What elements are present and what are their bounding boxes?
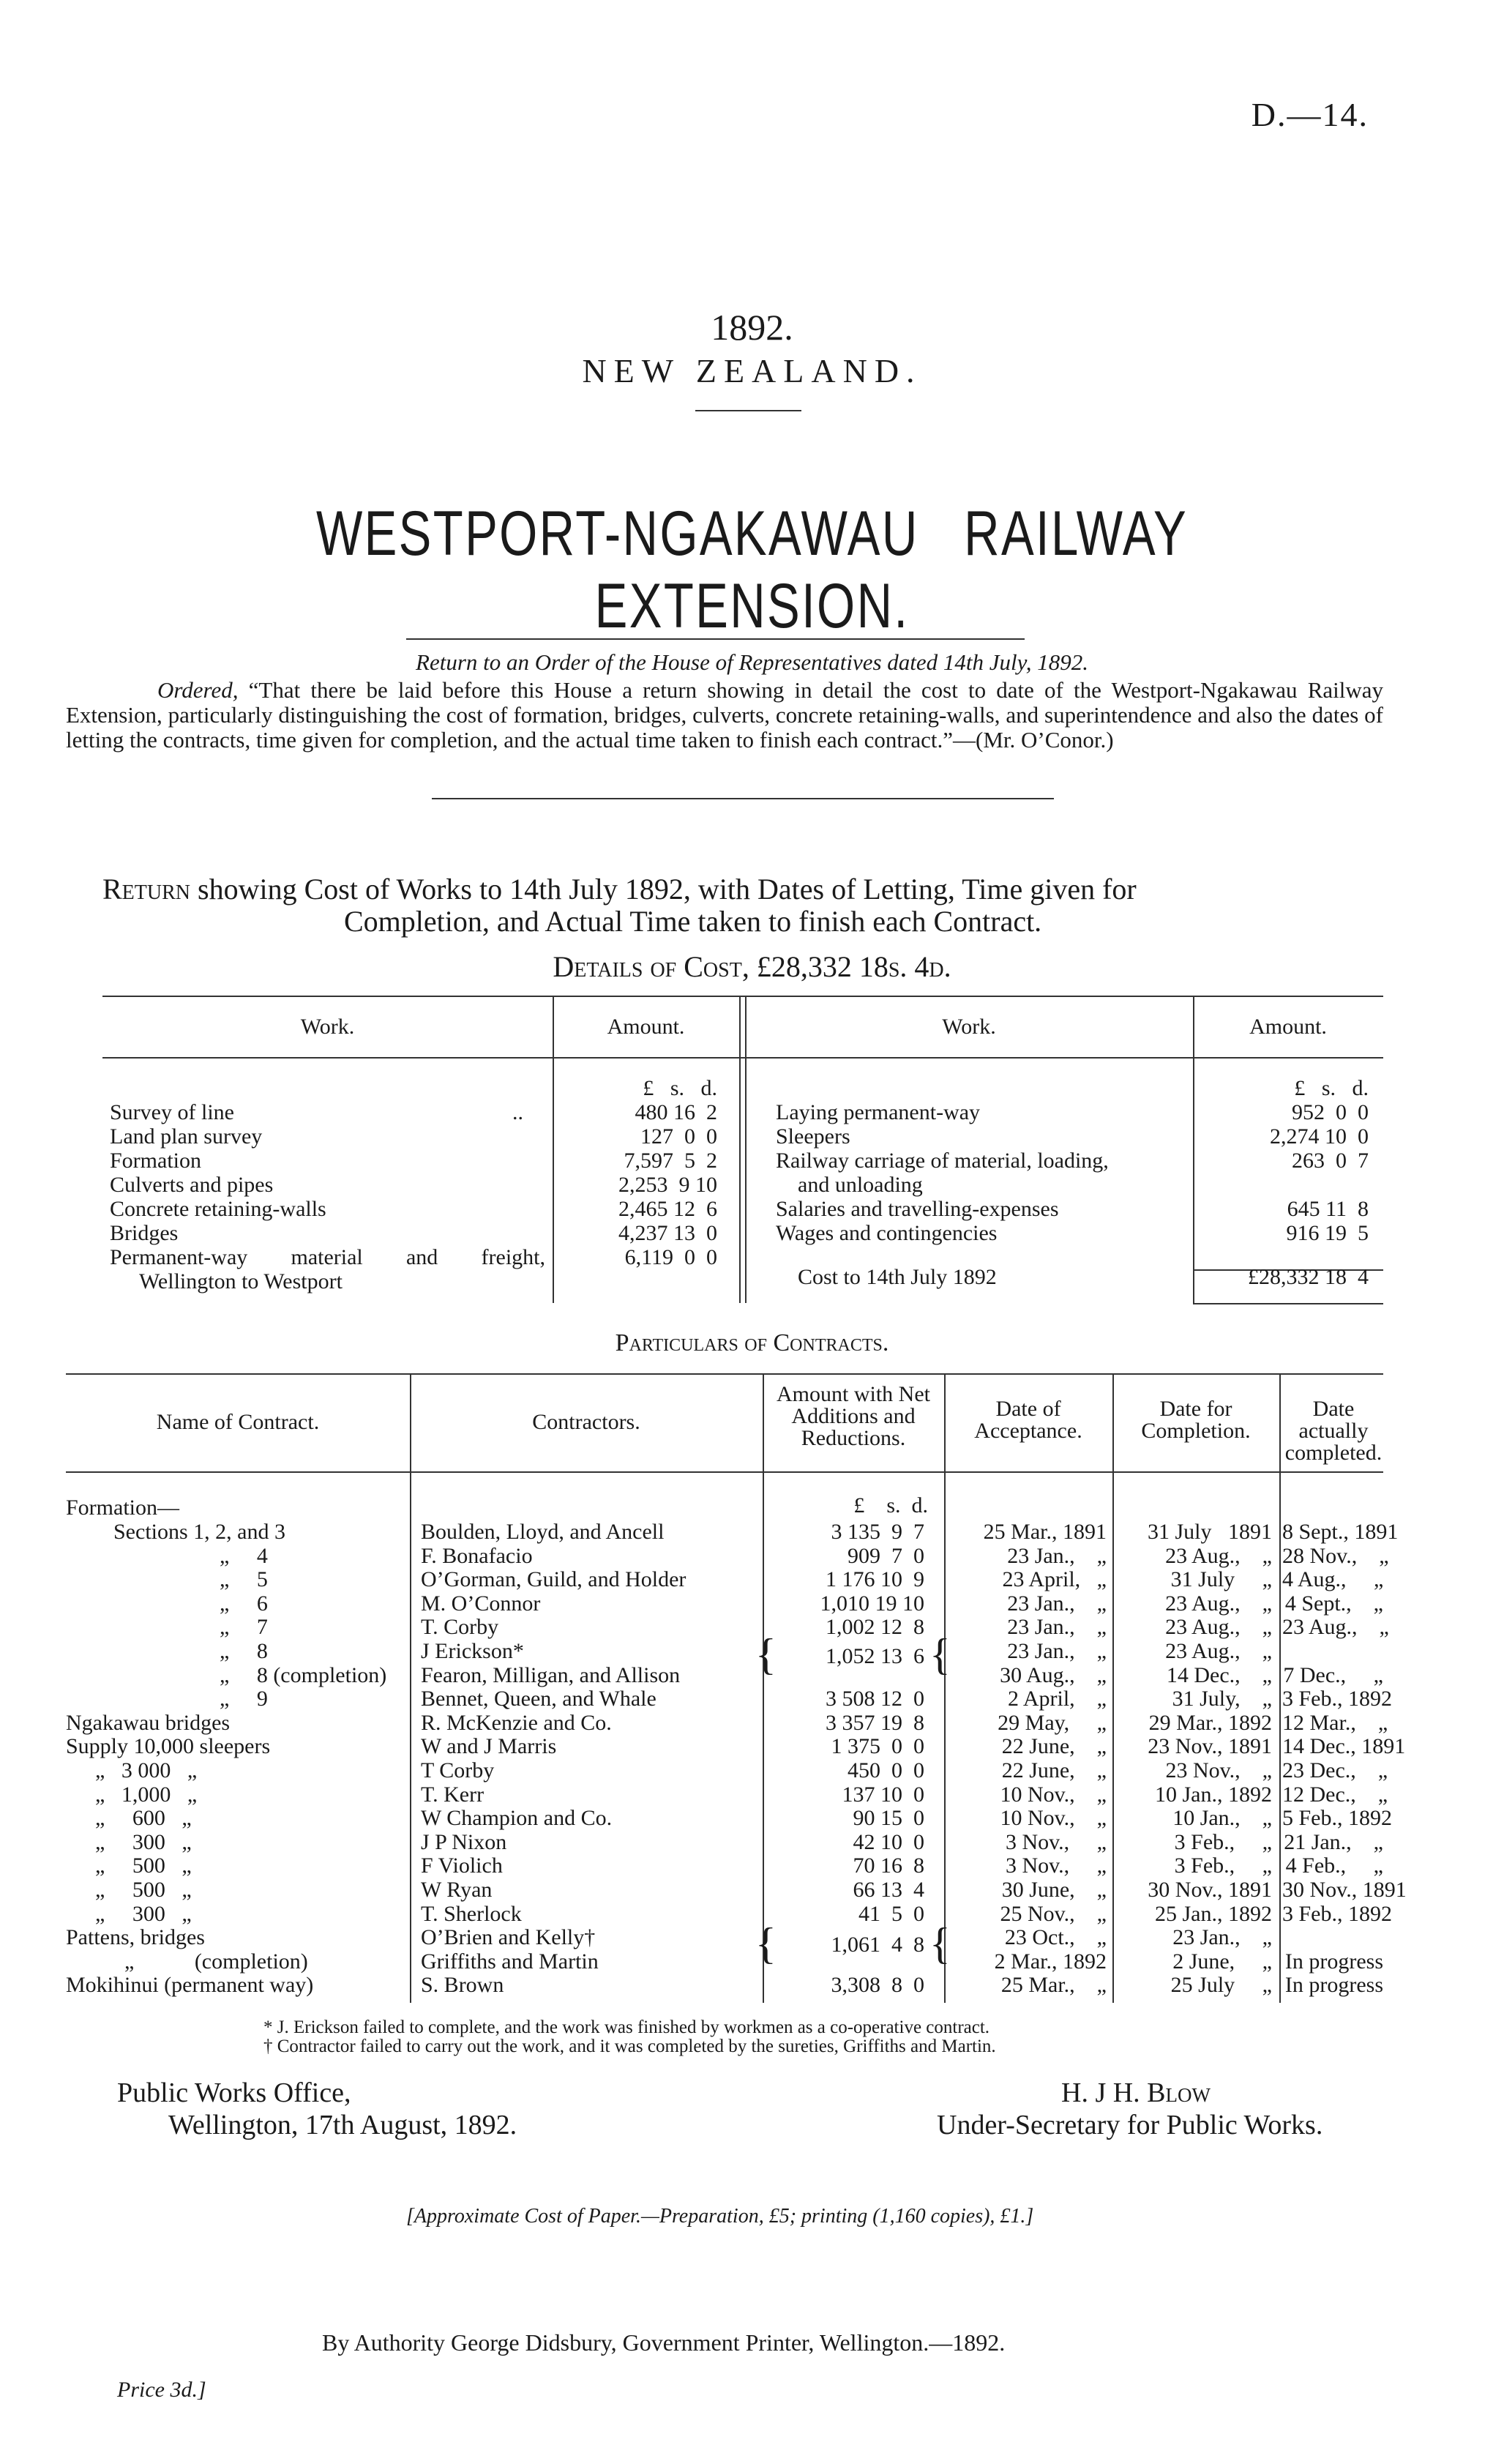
- work-item: Sleepers: [776, 1124, 850, 1149]
- contract-name: Supply 10,000 sleepers: [66, 1734, 271, 1758]
- date-completed: 14 Dec., 1891: [1282, 1734, 1406, 1758]
- footnote: * J. Erickson failed to complete, and the work was finished by workmen as a co-operative contract.: [263, 2017, 990, 2037]
- amount: 2,465 12 6: [618, 1197, 717, 1221]
- date-completion: 10 Jan., 1892: [1155, 1782, 1272, 1807]
- date-acceptance: 23 Jan., „: [1007, 1544, 1107, 1568]
- amount: 127 0 0: [640, 1124, 717, 1149]
- work-item: Laying permanent-way: [776, 1100, 981, 1124]
- contractor: Boulden, Lloyd, and Ancell: [421, 1520, 665, 1544]
- amount: 7,597 5 2: [624, 1149, 717, 1173]
- date-acceptance: 30 June, „: [1001, 1878, 1107, 1902]
- date-completion: 23 Aug., „: [1165, 1615, 1272, 1639]
- date-completed: 3 Feb., 1892: [1282, 1902, 1392, 1926]
- table-rule: [102, 996, 1383, 997]
- date-completion: 25 Jan., 1892: [1155, 1902, 1272, 1926]
- work-item: Bridges: [110, 1221, 179, 1245]
- ordered-label: Ordered,: [157, 677, 239, 703]
- contract-amount: 42 10 0: [853, 1830, 924, 1854]
- divider: [406, 638, 1025, 640]
- contract-amount: 450 0 0: [848, 1758, 924, 1782]
- title-word: RAILWAY: [964, 499, 1189, 569]
- return-heading-text: showing Cost of Works to 14th July 1892, with Dates of Letting, Time given for: [190, 873, 1137, 906]
- contractor: M. O’Connor: [421, 1591, 541, 1616]
- contract-amount: 90 15 0: [853, 1806, 924, 1830]
- currency-header: £ s. d.: [643, 1076, 717, 1100]
- work-item: Culverts and pipes: [110, 1173, 274, 1197]
- table-rule: [1193, 996, 1194, 1303]
- currency-header: £ s. d.: [853, 1493, 928, 1517]
- column-header: Work.: [300, 1015, 355, 1039]
- imprint: By Authority George Didsbury, Government Printer, Wellington.—1892.: [322, 2329, 1006, 2356]
- date-completion: 23 Nov., „: [1165, 1758, 1272, 1782]
- contract-amount: 3 135 9 7: [831, 1520, 924, 1544]
- date-completed: 23 Aug., „: [1282, 1615, 1389, 1639]
- work-item: Salaries and travelling-expenses: [776, 1197, 1059, 1221]
- table-rule: [745, 996, 747, 1303]
- return-heading-line2: Completion, and Actual Time taken to finish each Contract.: [344, 905, 1042, 938]
- date-acceptance: 30 Aug., „: [1000, 1663, 1107, 1687]
- date-completed: 23 Dec., „: [1282, 1758, 1388, 1782]
- contractor: T. Kerr: [421, 1782, 485, 1807]
- date-completed: 7 Dec., „: [1283, 1663, 1383, 1687]
- amount: 645 11 8: [1287, 1197, 1369, 1221]
- contract-name: „ 6: [220, 1591, 268, 1616]
- work-item: Survey of line: [110, 1100, 234, 1124]
- contractor: O’Brien and Kelly†: [421, 1925, 596, 1949]
- date-completion: 30 Nov., 1891: [1148, 1878, 1272, 1902]
- contractor: W Champion and Co.: [421, 1806, 613, 1830]
- date-completion: 25 July „: [1170, 1973, 1272, 1997]
- contracts-heading: Particulars of Contracts.: [615, 1329, 889, 1356]
- date-acceptance: 10 Nov., „: [1000, 1806, 1107, 1830]
- table-rule: [1279, 1373, 1281, 2003]
- date-completed: 4 Sept., „: [1284, 1591, 1383, 1616]
- contractor: Fearon, Milligan, and Allison: [421, 1663, 681, 1687]
- document-title: [165, 498, 1339, 643]
- contract-amount: 41 5 0: [858, 1902, 924, 1926]
- amount: 4,237 13 0: [618, 1221, 717, 1245]
- date-completed: In progress: [1284, 1973, 1383, 1997]
- place-date: Wellington, 17th August, 1892.: [168, 2110, 517, 2140]
- date-completion: 23 Jan., „: [1172, 1925, 1272, 1949]
- work-item: Formation: [110, 1149, 201, 1173]
- date-completed: 21 Jan., „: [1284, 1830, 1383, 1854]
- work-item: Railway carriage of material, loading,: [776, 1149, 1109, 1173]
- column-header: Amount.: [607, 1015, 685, 1039]
- date-completion: 31 July, „: [1172, 1687, 1272, 1711]
- date-acceptance: 23 Jan., „: [1007, 1591, 1107, 1616]
- cost-of-paper: [Approximate Cost of Paper.—Preparation, £5; printing (1,160 copies), £1.]: [406, 2205, 1034, 2228]
- total-amount: £28,332 18 4: [1248, 1265, 1369, 1289]
- contract-name: Sections 1, 2, and 3: [113, 1520, 285, 1544]
- amount: 480 16 2: [635, 1100, 717, 1124]
- work-item: Land plan survey: [110, 1124, 263, 1149]
- date-completion: 23 Nov., 1891: [1148, 1734, 1272, 1758]
- contract-name: Ngakawau bridges: [66, 1711, 231, 1735]
- amount: 263 0 7: [1292, 1149, 1369, 1173]
- contractor: F. Bonafacio: [421, 1544, 533, 1568]
- column-header: Contractors.: [532, 1410, 640, 1434]
- date-acceptance: 25 Nov., „: [1000, 1902, 1107, 1926]
- contract-amount: 3 357 19 8: [826, 1711, 924, 1735]
- signatory-name: H. J H. Blow: [1061, 2077, 1211, 2108]
- amount: 916 19 5: [1286, 1221, 1369, 1245]
- date-completed: 12 Mar., „: [1282, 1711, 1388, 1735]
- date-completion: 23 Aug., „: [1165, 1591, 1272, 1616]
- date-completion: 3 Feb., „: [1174, 1830, 1272, 1854]
- date-completion: 2 June, „: [1172, 1949, 1272, 1974]
- date-completion: 10 Jan., „: [1172, 1806, 1272, 1830]
- table-rule: [410, 1373, 411, 2003]
- date-acceptance: 25 Mar., 1891: [983, 1520, 1107, 1544]
- contract-amount: 66 13 4: [853, 1878, 924, 1902]
- details-of-cost: Details of Cost, £28,332 18s. 4d.: [553, 950, 951, 983]
- contract-amount: 3,308 8 0: [831, 1973, 924, 1997]
- date-completion: 31 July „: [1170, 1567, 1272, 1591]
- table-rule: [739, 996, 741, 1303]
- total-label: Cost to 14th July 1892: [798, 1265, 997, 1289]
- title-word: EXTENSION.: [594, 571, 910, 641]
- contractor: W and J Marris: [421, 1734, 557, 1758]
- work-item: and unloading: [798, 1173, 923, 1197]
- amount: 952 0 0: [1292, 1100, 1369, 1124]
- table-rule: [66, 1471, 1383, 1473]
- table-rule: [1112, 1373, 1114, 2003]
- contractor: J Erickson*: [421, 1639, 524, 1663]
- contract-name: „ 1,000 „: [95, 1782, 198, 1807]
- contractor: T. Sherlock: [421, 1902, 522, 1926]
- date-completed: 12 Dec., „: [1282, 1782, 1388, 1807]
- contractor: O’Gorman, Guild, and Holder: [421, 1567, 686, 1591]
- brace-icon: {: [929, 1630, 951, 1679]
- contract-name: „ 5: [220, 1567, 268, 1591]
- date-acceptance: 23 Oct., „: [1004, 1925, 1107, 1949]
- contract-name: „ 7: [220, 1615, 268, 1639]
- divider: [695, 410, 801, 411]
- contractor: S. Brown: [421, 1973, 504, 1997]
- contract-name: „ 300 „: [95, 1830, 192, 1854]
- work-item: Concrete retaining-walls: [110, 1197, 326, 1221]
- footnote: † Contractor failed to carry out the work, and it was completed by the sureties, Griffiths and Martin.: [263, 2036, 996, 2056]
- contract-name: „ 300 „: [95, 1902, 192, 1926]
- contract-amount: 1 176 10 9: [826, 1567, 924, 1591]
- date-acceptance: 22 June, „: [1001, 1758, 1107, 1782]
- brace-icon: {: [929, 1919, 951, 1968]
- contract-amount: 1,052 13 6: [826, 1644, 924, 1668]
- year: 1892.: [711, 307, 793, 348]
- page-reference: D.—14.: [1251, 96, 1369, 133]
- brace-icon: {: [755, 1919, 777, 1968]
- amount: 2,274 10 0: [1270, 1124, 1369, 1149]
- contract-name: Pattens, bridges: [66, 1925, 205, 1949]
- contractor: Griffiths and Martin: [421, 1949, 599, 1974]
- table-rule: [102, 1057, 1383, 1059]
- price: Price 3d.]: [117, 2378, 206, 2402]
- return-order-line: Return to an Order of the House of Representatives dated 14th July, 1892.: [416, 649, 1088, 675]
- title-word: WESTPORT-NGAKAWAU: [315, 499, 919, 569]
- date-acceptance: 2 April, „: [1008, 1687, 1107, 1711]
- date-completed: 5 Feb., 1892: [1282, 1806, 1392, 1830]
- column-header: Amount with Net Additions and Reductions.: [777, 1382, 930, 1450]
- country: NEW ZEALAND.: [582, 352, 922, 389]
- contract-amount: 909 7 0: [848, 1544, 924, 1568]
- table-rule: [1193, 1303, 1383, 1304]
- return-lead: Return: [102, 873, 191, 906]
- contract-amount: 1,002 12 8: [826, 1615, 924, 1639]
- amount: 6,119 0 0: [624, 1245, 717, 1269]
- date-completion: 23 Aug., „: [1165, 1544, 1272, 1568]
- date-acceptance: 23 April, „: [1002, 1567, 1107, 1591]
- contract-amount: 1,010 19 10: [820, 1591, 924, 1616]
- ordered-text: “That there be laid before this House a return showing in detail the cost to date of the Westport-Ngakawau Railway Extension, particularly distinguishing the cost of formation, bridges, culverts, concrete retaining-walls, and superintendence and also the dates of letting the contracts, time given for completion, and the actual time taken to finish each contract.”—(Mr. O’Conor.): [66, 677, 1383, 753]
- divider: [432, 798, 1054, 799]
- contract-amount: 70 16 8: [853, 1853, 924, 1878]
- table-rule: [763, 1373, 764, 2003]
- column-header: Date of Acceptance.: [974, 1397, 1082, 1443]
- contractor: F Violich: [421, 1853, 503, 1878]
- contract-name: „ 4: [220, 1544, 268, 1568]
- amount: 2,253 9 10: [618, 1173, 717, 1197]
- column-header: Date actually completed.: [1284, 1397, 1383, 1465]
- date-acceptance: 23 Jan., „: [1007, 1639, 1107, 1663]
- currency-header: £ s. d.: [1294, 1076, 1369, 1100]
- date-completed: 3 Feb., 1892: [1282, 1687, 1392, 1711]
- date-completed: In progress: [1284, 1949, 1383, 1974]
- column-header: Work.: [942, 1015, 996, 1039]
- work-item: Wages and contingencies: [776, 1221, 998, 1245]
- leader-dots: ..: [512, 1100, 523, 1124]
- date-completion: 3 Feb., „: [1174, 1853, 1272, 1878]
- date-completed: 8 Sept., 1891: [1282, 1520, 1399, 1544]
- contractor: T Corby: [421, 1758, 495, 1782]
- contract-amount: 137 10 0: [842, 1782, 924, 1807]
- date-acceptance: 22 June, „: [1001, 1734, 1107, 1758]
- contractor: W Ryan: [421, 1878, 493, 1902]
- column-header: Amount.: [1249, 1015, 1327, 1039]
- date-acceptance: 10 Nov., „: [1000, 1782, 1107, 1807]
- date-completed: 4 Aug., „: [1282, 1567, 1384, 1591]
- contractor: Bennet, Queen, and Whale: [421, 1687, 656, 1711]
- table-rule: [944, 1373, 946, 2003]
- office: Public Works Office,: [117, 2077, 351, 2108]
- contract-name: Mokihinui (permanent way): [66, 1973, 314, 1997]
- contract-name: „ 9: [220, 1687, 268, 1711]
- table-rule: [553, 996, 554, 1303]
- group-label: Formation—: [66, 1496, 179, 1520]
- contract-name: „ 8 (completion): [220, 1663, 387, 1687]
- date-completed: 28 Nov., „: [1282, 1544, 1389, 1568]
- contract-name: „ 600 „: [95, 1806, 192, 1830]
- date-acceptance: 25 Mar., „: [1000, 1973, 1107, 1997]
- brace-icon: {: [755, 1630, 777, 1679]
- contractor: J P Nixon: [421, 1830, 507, 1854]
- signatory-role: Under-Secretary for Public Works.: [937, 2110, 1323, 2140]
- work-item: Permanent-way material and freight,: [110, 1245, 545, 1269]
- date-completion: 14 Dec., „: [1166, 1663, 1272, 1687]
- contract-name: „ 500 „: [95, 1853, 192, 1878]
- contract-name: „ 8: [220, 1639, 268, 1663]
- contract-amount: 1 375 0 0: [831, 1734, 924, 1758]
- contract-amount: 1,061 4 8: [831, 1933, 924, 1957]
- date-acceptance: 3 Nov., „: [1005, 1853, 1107, 1878]
- contractor: T. Corby: [421, 1615, 499, 1639]
- ordered-paragraph: [66, 678, 1383, 753]
- return-heading-line1: [102, 873, 1391, 906]
- contract-name: „ 3 000 „: [95, 1758, 198, 1782]
- contractor: R. McKenzie and Co.: [421, 1711, 612, 1735]
- date-completion: 23 Aug., „: [1165, 1639, 1272, 1663]
- table-rule: [66, 1373, 1383, 1375]
- column-header: Name of Contract.: [156, 1410, 320, 1434]
- contract-amount: 3 508 12 0: [826, 1687, 924, 1711]
- contract-name: „ 500 „: [95, 1878, 192, 1902]
- date-completion: 31 July 1891: [1147, 1520, 1272, 1544]
- date-completion: 29 Mar., 1892: [1148, 1711, 1272, 1735]
- date-acceptance: 29 May, „: [998, 1711, 1107, 1735]
- date-completed: 4 Feb., „: [1285, 1853, 1383, 1878]
- date-acceptance: 3 Nov., „: [1005, 1830, 1107, 1854]
- date-acceptance: 2 Mar., 1892: [994, 1949, 1107, 1974]
- column-header: Date for Completion.: [1141, 1397, 1251, 1443]
- date-completed: 30 Nov., 1891: [1282, 1878, 1407, 1902]
- contract-name: „ (completion): [124, 1949, 308, 1974]
- work-item: Wellington to Westport: [139, 1269, 343, 1293]
- date-acceptance: 23 Jan., „: [1007, 1615, 1107, 1639]
